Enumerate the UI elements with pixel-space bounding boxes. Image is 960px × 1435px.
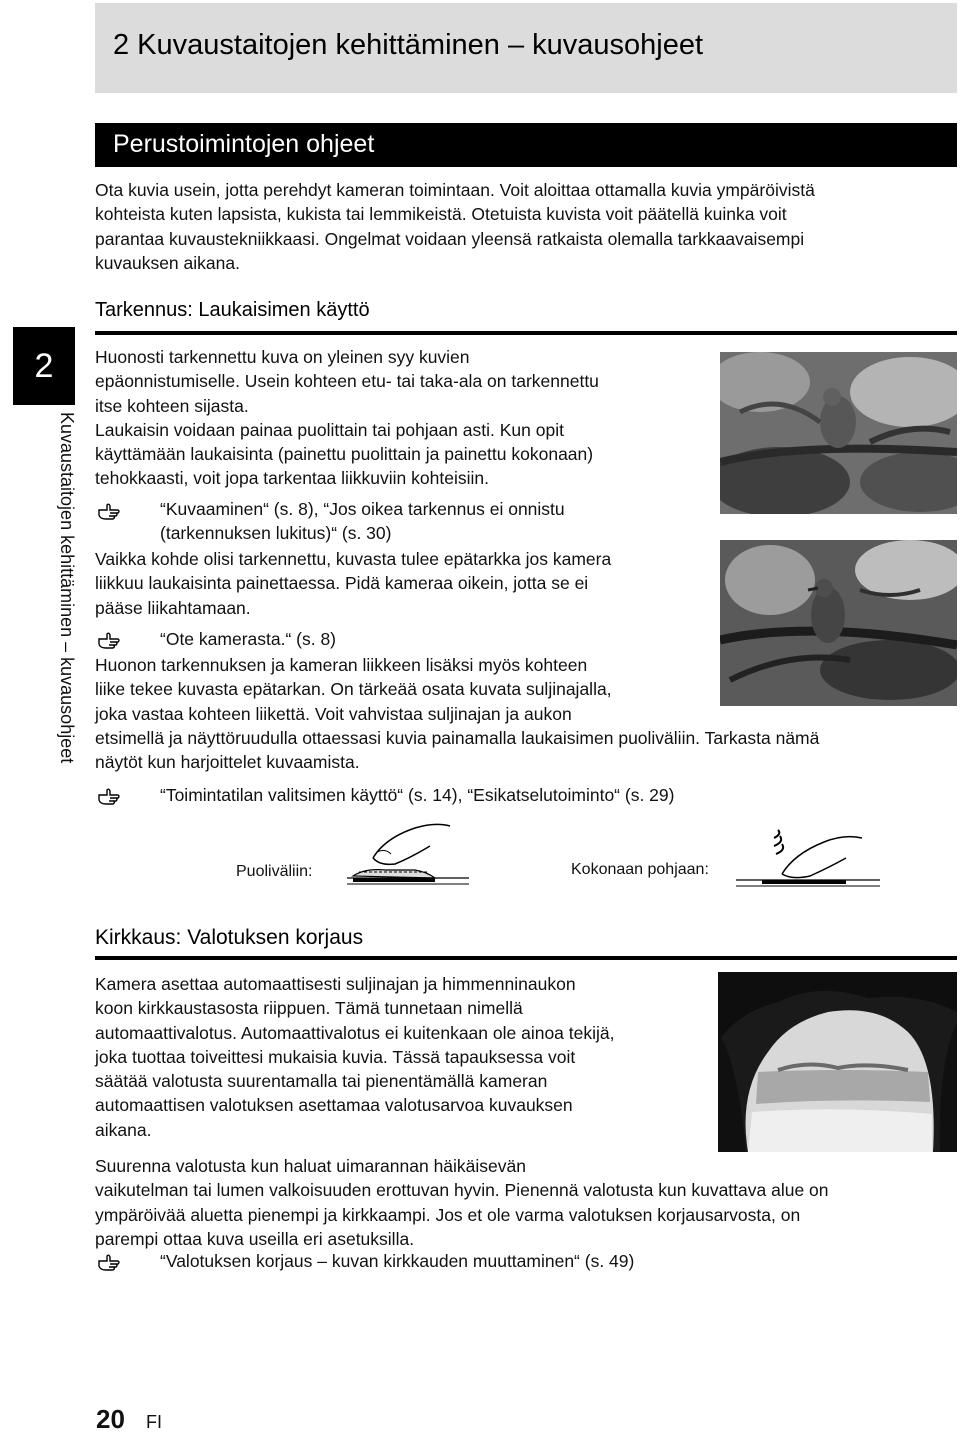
reference-link[interactable]: (tarkennuksen lukitus)“ (s. 30)	[160, 523, 392, 543]
half-press-illustration	[325, 818, 473, 890]
text-line: koon kirkkaustasosta riippuen. Tämä tunnetaan nimellä	[95, 998, 523, 1019]
text-line: parantaa kuvaustekniikkaasi. Ongelmat voidaan yleensä ratkaista olemalla tarkkaavaisempi	[95, 228, 805, 249]
section-bar	[95, 123, 957, 167]
text-line: joka vastaa kohteen liikettä. Voit vahvistaa suljinajan ja aukon	[95, 703, 572, 724]
reference-hand-icon	[97, 1252, 121, 1272]
text-line: Kamera asettaa automaattisesti suljinajan ja himmenninaukon	[95, 974, 576, 994]
heading-rule	[95, 956, 957, 960]
reference-hand-icon	[97, 786, 121, 806]
text-line: Suurenna valotusta kun haluat uimarannan häikäisevän	[95, 1156, 526, 1176]
exposure-heading: Kirkkaus: Valotuksen korjaus	[95, 926, 364, 949]
language-code: FI	[146, 1412, 162, 1432]
chapter-header	[95, 3, 957, 93]
full-press-illustration	[732, 818, 882, 890]
text-line: epäonnistumiselle. Usein kohteen etu- tai taka-ala on tarkennettu	[95, 371, 599, 392]
text-line: etsimellä ja näyttöruudulla ottaessasi kuvia painamalla laukaisimen puoliväliin. Tarkasta nämä	[95, 727, 820, 748]
text-line: aikana.	[95, 1119, 152, 1140]
reference-hand-icon	[97, 630, 121, 650]
full-press-label: Kokonaan pohjaan:	[571, 861, 709, 878]
text-line: automaattivalotus. Automaattivalotus ei kuitenkaan ole ainoa tekijä,	[95, 1022, 615, 1043]
chapter-title: 2 Kuvaustaitojen kehittäminen – kuvausohjeet	[113, 29, 704, 61]
reference-hand-icon	[97, 501, 121, 521]
focus-paragraph-3	[95, 653, 819, 774]
text-line: Ota kuvia usein, jotta perehdyt kameran toimintaan. Voit aloittaa ottamalla kuvia ympäröivistä	[95, 180, 815, 200]
exposure-paragraph-1	[95, 972, 615, 1142]
text-line: säätää valotusta suurentamalla tai pienentämällä kameran	[95, 1071, 548, 1092]
focus-paragraph-2	[95, 547, 611, 620]
text-line: liike tekee kuvasta epätarkan. On tärkeää osata kuvata suljinajalla,	[95, 679, 612, 700]
text-line: kohteista kuten lapsista, kukista tai lemmikeistä. Otetuista kuvista voit päätellä kuinka voit	[95, 204, 787, 225]
focus-paragraph-1	[95, 345, 599, 491]
reference-link[interactable]: “Valotuksen korjaus – kuvan kirkkauden muuttaminen“ (s. 49)	[160, 1251, 635, 1271]
chapter-side-label: Kuvaustaitojen kehittäminen – kuvausohjeet	[57, 412, 77, 764]
text-line: kuvauksen aikana.	[95, 252, 240, 273]
focus-heading: Tarkennus: Laukaisimen käyttö	[95, 299, 370, 321]
exposure-paragraph-2	[95, 1154, 829, 1251]
text-line: parempi ottaa kuva useilla eri asetuksilla.	[95, 1228, 415, 1249]
reference-link[interactable]: “Kuvaaminen“ (s. 8), “Jos oikea tarkennus ei onnistu	[160, 499, 565, 519]
text-line: joka tuottaa toiveittesi mukaisia kuvia. Tässä tapauksessa voit	[95, 1046, 576, 1067]
reference-link[interactable]: “Ote kamerasta.“ (s. 8)	[160, 629, 337, 649]
half-press-label: Puoliväliin:	[236, 863, 313, 880]
sharp-bird-photo	[720, 540, 957, 706]
text-line: ympäröivää aluetta pienempi ja kirkkaampi. Jos et ole varma valotuksen korjausarvosta, on	[95, 1204, 801, 1225]
text-line: näytöt kun harjoittelet kuvaamista.	[95, 752, 360, 773]
reference-link[interactable]: “Toimintatilan valitsimen käyttö“ (s. 14), “Esikatselutoiminto“ (s. 29)	[160, 785, 675, 805]
text-line: käyttämään laukaisinta (painettu puolittain ja painettu kokonaan)	[95, 444, 594, 465]
text-line: Laukaisin voidaan painaa puolittain tai pohjaan asti. Kun opit	[95, 419, 564, 440]
text-line: Huonon tarkennuksen ja kameran liikkeen lisäksi myös kohteen	[95, 655, 588, 675]
text-line: itse kohteen sijasta.	[95, 395, 249, 416]
text-line: pääse liikahtamaan.	[95, 597, 251, 618]
intro-paragraph	[95, 178, 815, 275]
blurry-bird-photo	[720, 352, 957, 514]
chapter-tab: 2	[13, 327, 75, 405]
text-line: vaikutelman tai lumen valkoisuuden erottuvan hyvin. Pienennä valotusta kun kuvattava alue on	[95, 1180, 829, 1201]
heading-rule	[95, 331, 957, 335]
section-title: Perustoimintojen ohjeet	[113, 130, 375, 158]
text-line: automaattisen valotuksen asettamaa valotusarvoa kuvauksen	[95, 1095, 573, 1116]
cave-beach-photo	[718, 972, 957, 1152]
text-line: tehokkaasti, voit jopa tarkentaa liikkuviin kohteisiin.	[95, 468, 489, 489]
page-number: 20	[96, 1404, 125, 1434]
text-line: liikkuu laukaisinta painettaessa. Pidä kameraa oikein, jotta se ei	[95, 573, 589, 594]
text-line: Vaikka kohde olisi tarkennettu, kuvasta tulee epätarkka jos kamera	[95, 549, 612, 569]
text-line: Huonosti tarkennettu kuva on yleinen syy kuvien	[95, 347, 470, 367]
